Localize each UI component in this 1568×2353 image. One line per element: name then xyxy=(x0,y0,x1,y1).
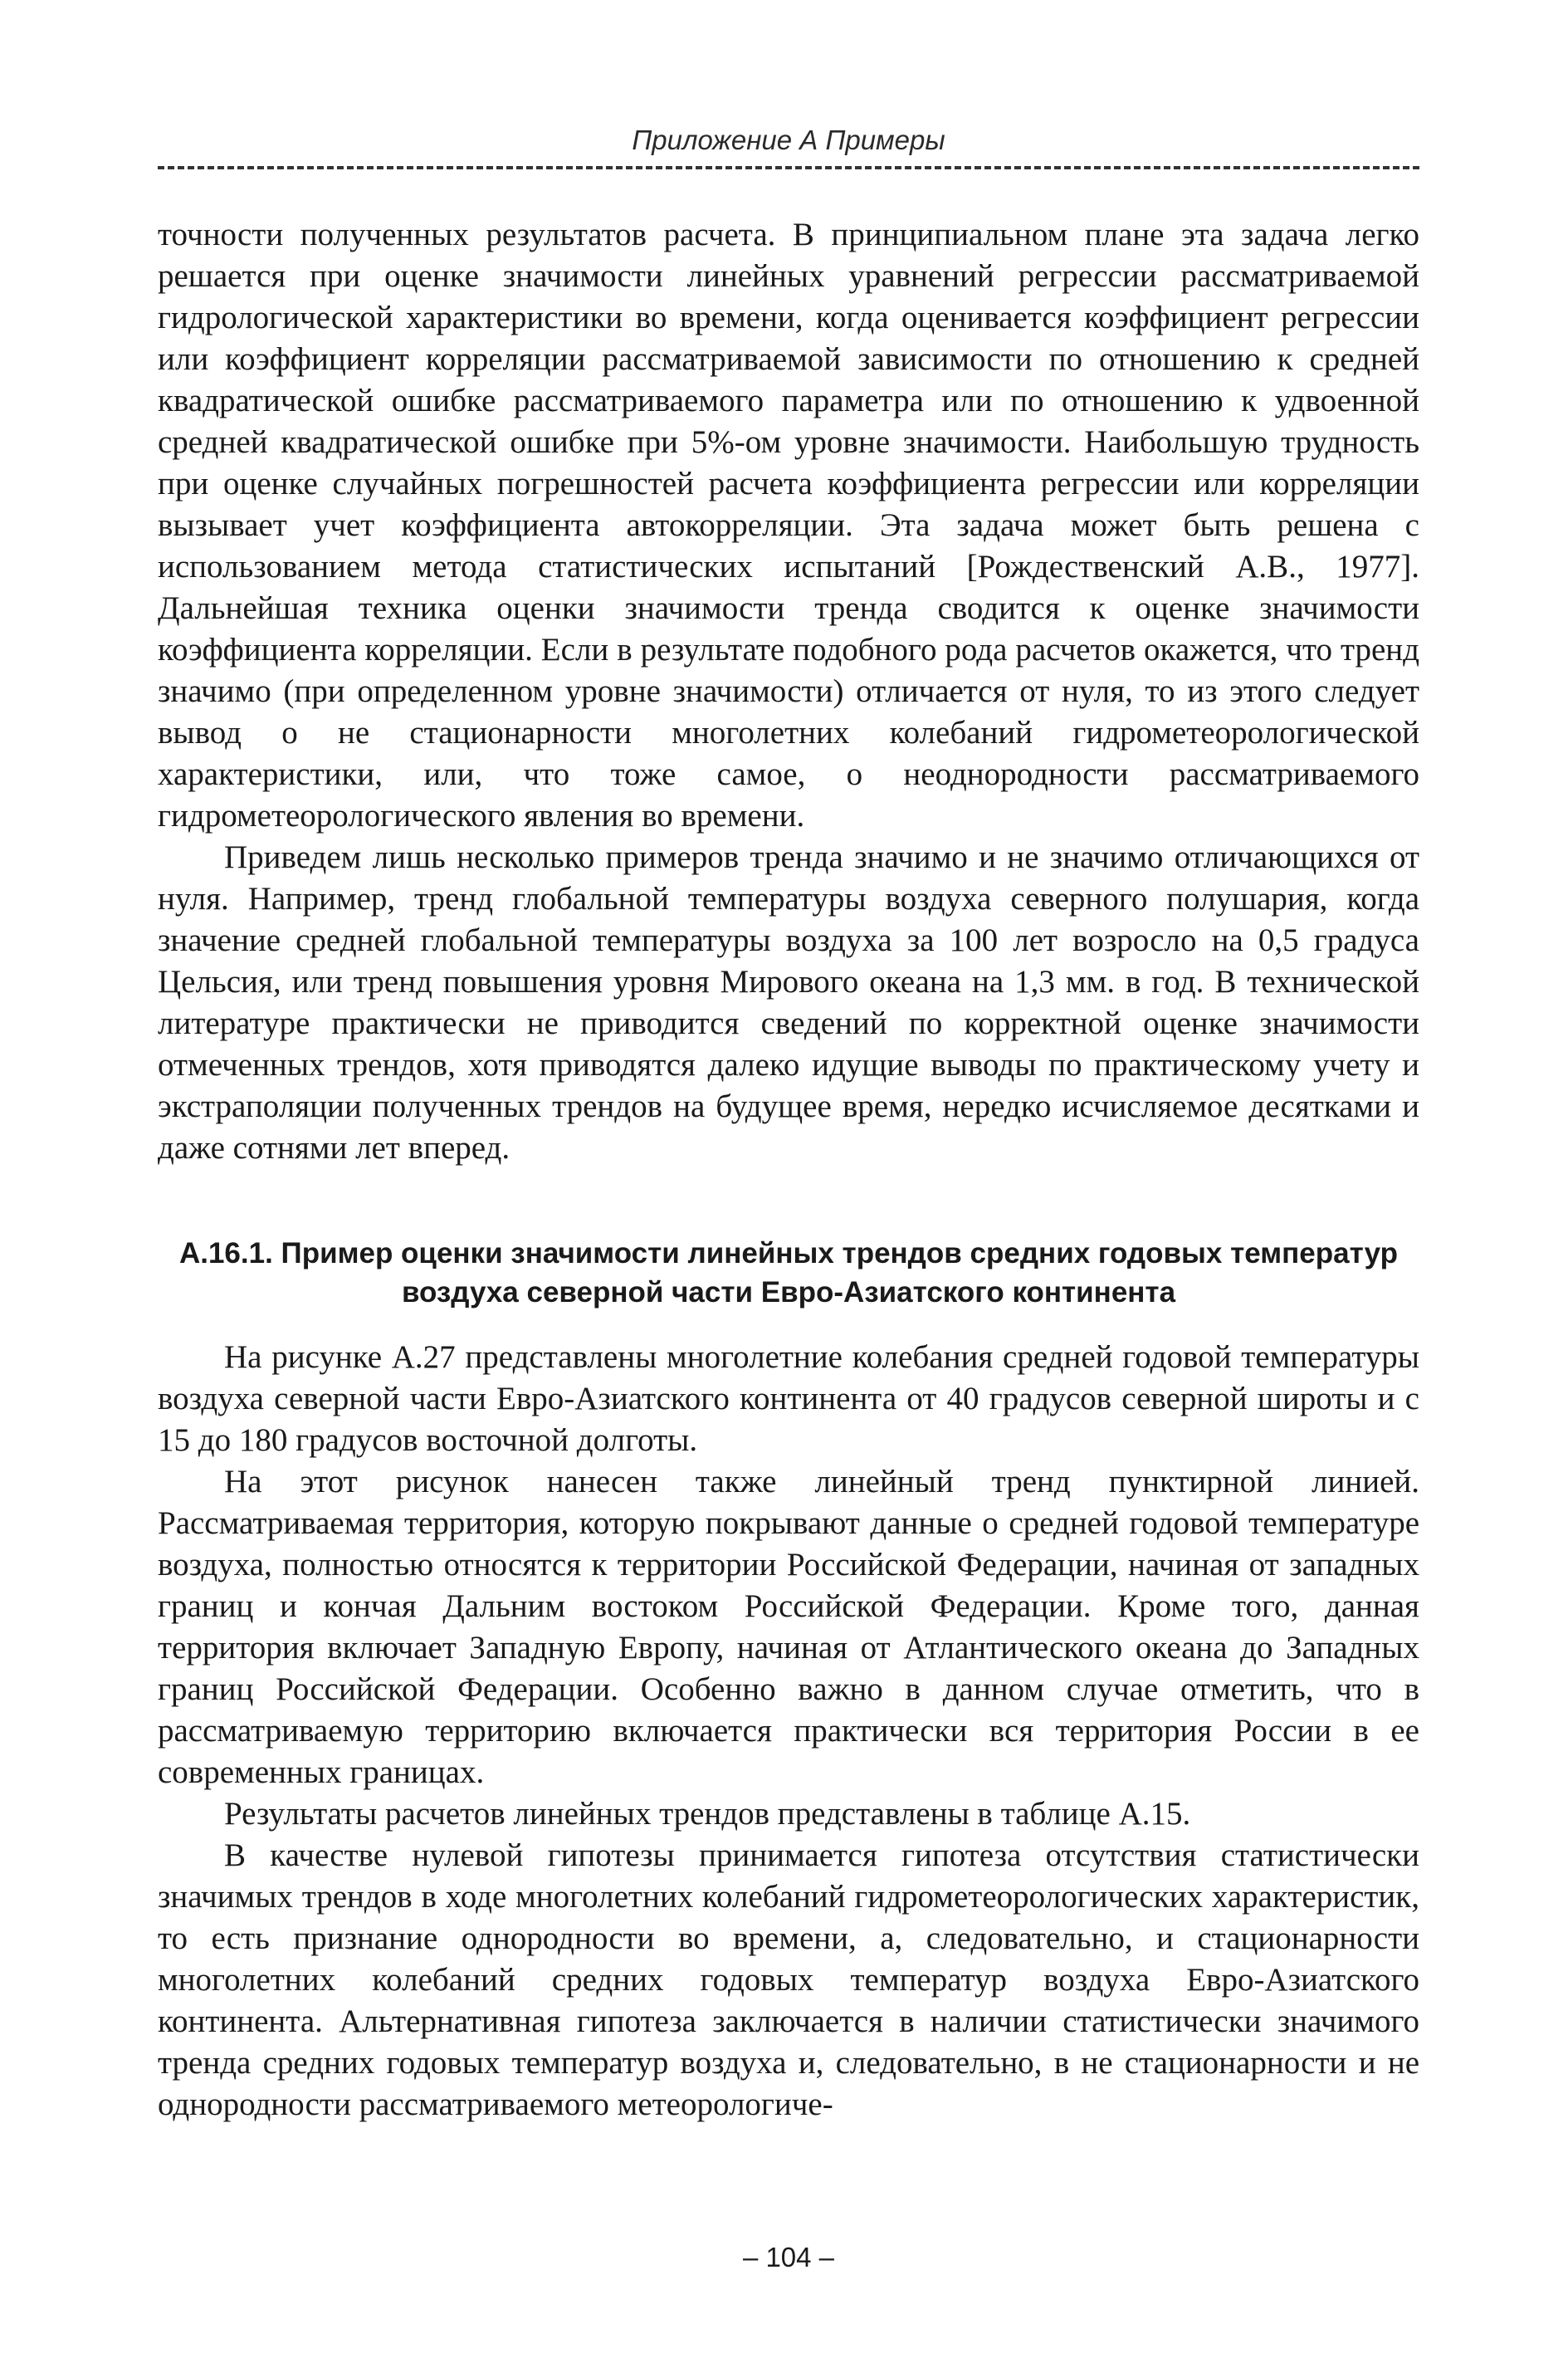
section-paragraph-3: Результаты расчетов линейных трендов представлены в таблице А.15. xyxy=(224,1796,1191,1832)
paragraph-2: Приведем лишь несколько примеров тренда значимо и не значимо отличающихся от нуля. Например, тренд глобальной температуры воздуха северного полушария, когда значение средней глобальной температуры воздуха за 100 лет возросло на 0,5 градуса Цельсия, или тренд повышения уровня Мирового океана на 1,3 мм. в год. В технической литературе практически не приводится сведений по корректной оценке значимости отмеченных трендов, хотя приводятся далеко идущие выводы по практическому учету и экстраполяции полученных трендов на будущее время, нередко исчисляемое десятками и даже сотнями лет вперед. xyxy=(158,839,1419,1166)
page-body xyxy=(158,214,1419,2126)
section-paragraph-2: На этот рисунок нанесен также линейный тренд пунктирной линией. Рассматриваемая территория, которую покрывают данные о средней годовой температуре воздуха, полностью относятся к территории Российской Федерации, начиная от западных границ и кончая Дальним востоком Российской Федерации. Кроме того, данная территория включает Западную Европу, начиная от Атлантического океана до Западных границ Российской Федерации. Особенно важно в данном случае отметить, что в рассматриваемую территорию включается практически вся территория России в ее современных границах. xyxy=(158,1464,1419,1790)
section-paragraph-1: На рисунке А.27 представлены многолетние колебания средней годовой температуры воздуха северной части Евро-Азиатского континента от 40 градусов северной широты и с 15 до 180 градусов восточной долготы. xyxy=(158,1339,1419,1458)
section-paragraph-4: В качестве нулевой гипотезы принимается гипотеза отсутствия статистически значимых трендов в ходе многолетних колебаний гидрометеорологических характеристик, то есть признание однородности во времени, а, следовательно, и стационарности многолетних колебаний средних годовых температур воздуха Евро-Азиатского континента. Альтернативная гипотеза заключается в наличии статистически значимого тренда средних годовых температур воздуха и, следовательно, в не стационарности и не однородности рассматриваемого метеорологиче- xyxy=(158,1837,1419,2122)
running-header: Приложение А Примеры xyxy=(632,125,945,155)
header-divider xyxy=(158,166,1419,169)
paragraph-1: точности полученных результатов расчета. В принципиальном плане эта задача легко решается при оценке значимости линейных уравнений регрессии рассматриваемой гидрологической характеристики во времени, когда оценивается коэффициент регрессии или коэффициент корреляции рассматриваемой зависимости по отношению к средней квадратической ошибке рассматриваемого параметра или по отношению к удвоенной средней квадратической ошибке при 5%-ом уровне значимости. Наибольшую трудность при оценке случайных погрешностей расчета коэффициента регрессии или корреляции вызывает учет коэффициента автокорреляции. Эта задача может быть решена с использованием метода статистических испытаний [Рождественский А.В., 1977]. Дальнейшая техника оценки значимости тренда сводится к оценке значимости коэффициента корреляции. Если в результате подобного рода расчетов окажется, что тренд значимо (при определенном уровне значимости) отличается от нуля, то из этого следует вывод о не стационарности многолетних колебаний гидрометеорологической характеристики, или, что тоже самое, о неоднородности рассматриваемого гидрометеорологического явления во времени. xyxy=(158,217,1419,834)
page-number: – 104 – xyxy=(742,2242,835,2272)
section-heading: А.16.1. Пример оценки значимости линейных трендов средних годовых температур воздуха северной части Евро-Азиатского континента xyxy=(178,1237,1399,1309)
